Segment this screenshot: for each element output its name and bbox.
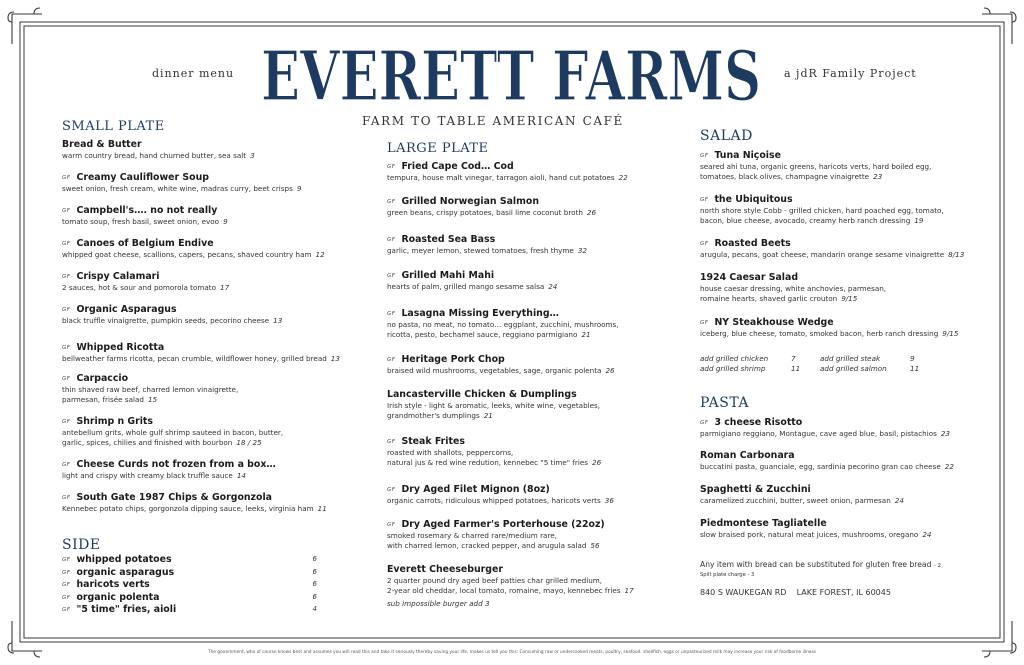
menu-item-name: Piedmontese Tagliatelle bbox=[700, 518, 827, 529]
menu-item-name: Lancasterville Chicken & Dumplings bbox=[387, 389, 577, 400]
menu-item-description-text: warm country bread, hand churned butter, sea salt bbox=[62, 151, 247, 160]
menu-item bbox=[700, 272, 970, 304]
menu-item bbox=[387, 161, 657, 183]
side-item-name: haricots verts bbox=[76, 579, 150, 590]
menu-item-description bbox=[387, 246, 657, 256]
menu-item-title bbox=[387, 389, 657, 401]
menu-item-price: 9/15 bbox=[942, 329, 959, 338]
side-item-price: 6 bbox=[312, 567, 317, 576]
gluten-free-marker: GF bbox=[387, 199, 396, 205]
menu-item-description bbox=[62, 217, 332, 227]
menu-item-description-text: smoked rosemary & charred rare/medium rare, bbox=[387, 531, 557, 540]
menu-item-title bbox=[700, 194, 970, 206]
menu-item-description bbox=[700, 206, 970, 216]
menu-item-description bbox=[387, 576, 657, 586]
gluten-free-note bbox=[700, 560, 941, 569]
menu-item bbox=[387, 354, 657, 376]
menu-item-description-text: natural jus & red wine redution, kennebec "5 time" fries bbox=[387, 458, 589, 467]
side-item-title bbox=[62, 567, 174, 579]
family-project-label: a jdR Family Project bbox=[784, 67, 917, 80]
menu-item-title bbox=[387, 484, 657, 496]
gluten-free-marker: GF bbox=[387, 522, 396, 528]
menu-item-price: 22 bbox=[618, 173, 628, 182]
menu-item-description bbox=[700, 496, 970, 506]
menu-item-description-text: garlic, meyer lemon, stewed tomatoes, fresh thyme bbox=[387, 246, 574, 255]
menu-item-description-text: sweet onion, fresh cream, white wine, madras curry, beet crisps bbox=[62, 184, 293, 193]
menu-item-price: 15 bbox=[147, 395, 158, 404]
gluten-free-marker: GF bbox=[387, 439, 396, 445]
menu-item-description-text: tomatoes, black olives, champagne vinaigrette bbox=[700, 172, 870, 181]
gluten-free-marker: GF bbox=[387, 273, 396, 279]
menu-item-name: Grilled Mahi Mahi bbox=[401, 270, 495, 281]
side-item-title bbox=[62, 579, 150, 591]
menu-item-description bbox=[387, 320, 657, 330]
menu-item-name: Shrimp n Grits bbox=[76, 416, 153, 427]
menu-item-price: 23 bbox=[940, 429, 951, 438]
menu-item bbox=[700, 238, 970, 260]
menu-item-description-text: tempura, house malt vinegar, tarragon aioli, hand cut potatoes bbox=[387, 173, 615, 182]
menu-item-description bbox=[62, 184, 332, 194]
menu-item-title bbox=[700, 272, 970, 284]
split-plate-charge: Split plate charge - 3 bbox=[700, 572, 755, 578]
menu-item-title bbox=[700, 450, 970, 462]
menu-item-name: 1924 Caesar Salad bbox=[700, 272, 799, 283]
side-item-name: "5 time" fries, aioli bbox=[76, 604, 177, 615]
menu-item-title bbox=[62, 304, 332, 316]
gluten-free-marker: GF bbox=[700, 241, 709, 247]
gluten-free-marker: GF bbox=[62, 462, 71, 468]
gluten-free-marker: GF bbox=[62, 557, 71, 563]
menu-item-description bbox=[700, 329, 970, 339]
menu-item-price: 11 bbox=[317, 504, 327, 513]
menu-item-price: 21 bbox=[581, 330, 591, 339]
menu-item-description-text: parmesan, frisée salad bbox=[62, 395, 144, 404]
gluten-free-marker: GF bbox=[62, 419, 71, 425]
menu-item-price: 24 bbox=[548, 282, 558, 291]
menu-item-description-text: no pasta, no meat, no tomato… eggplant, zucchini, mushrooms, bbox=[387, 320, 619, 329]
menu-item-name: Roasted Sea Bass bbox=[401, 234, 496, 245]
gluten-free-marker: GF bbox=[700, 320, 709, 326]
menu-item bbox=[387, 484, 657, 506]
gluten-free-marker: GF bbox=[62, 607, 71, 613]
addon-price: 7 bbox=[791, 354, 796, 363]
gluten-free-marker: GF bbox=[387, 487, 396, 493]
menu-item-description bbox=[62, 438, 332, 448]
menu-item-description-text: parmigiano reggiano, Montague, cave aged blue, basil, pistachios bbox=[700, 429, 937, 438]
menu-item-description bbox=[387, 208, 657, 218]
menu-item-description bbox=[387, 458, 657, 468]
menu-item bbox=[700, 194, 970, 226]
addon-label: add grilled steak bbox=[820, 354, 881, 363]
menu-item-title bbox=[387, 270, 657, 282]
menu-item-title bbox=[387, 196, 657, 208]
side-item-name: whipped potatoes bbox=[76, 554, 172, 565]
menu-item-price: 8/13 bbox=[948, 250, 965, 259]
menu-item-description bbox=[387, 173, 657, 183]
dinner-menu-label: dinner menu bbox=[152, 67, 235, 80]
menu-item bbox=[62, 139, 332, 161]
menu-item-price: 24 bbox=[922, 530, 932, 539]
menu-item-description-text: tomato soup, fresh basil, sweet onion, evoo bbox=[62, 217, 220, 226]
menu-item-description bbox=[700, 294, 970, 304]
menu-item-description bbox=[700, 172, 970, 182]
menu-item-title bbox=[62, 373, 332, 385]
health-disclaimer: The government, who of course knows best and assumes you will read this and take it seriously thereby saving your life, makes us tell you this: Consuming raw or undercooked meats, poultry, seafood, shellfish, eggs or unpasteurized milk may increase your risk of foodborne illness bbox=[208, 650, 816, 655]
menu-item-name: Roasted Beets bbox=[714, 238, 791, 249]
menu-item-description bbox=[62, 283, 332, 293]
section-title-large-plate: LARGE PLATE bbox=[387, 141, 489, 156]
gluten-free-marker: GF bbox=[700, 420, 709, 426]
menu-item bbox=[62, 373, 332, 405]
menu-item-name: Canoes of Belgium Endive bbox=[76, 238, 214, 249]
menu-item-title bbox=[62, 416, 332, 428]
menu-item-title bbox=[700, 417, 970, 429]
menu-item-description bbox=[387, 448, 657, 458]
gluten-free-marker: GF bbox=[387, 164, 396, 170]
menu-item bbox=[700, 450, 970, 472]
menu-item-name: Organic Asparagus bbox=[76, 304, 177, 315]
menu-item-title bbox=[387, 564, 657, 576]
menu-item-description-text: roasted with shallots, peppercorns, bbox=[387, 448, 514, 457]
gluten-free-marker: GF bbox=[62, 495, 71, 501]
gluten-free-marker: GF bbox=[62, 376, 71, 382]
menu-item-description-text: Irish style - light & aromatic, leeks, white wine, vegetables, bbox=[387, 401, 601, 410]
menu-item-description bbox=[387, 531, 657, 541]
menu-item-description-text: bellweather farms ricotta, pecan crumble, wildflower honey, grilled bread bbox=[62, 354, 327, 363]
menu-item-title bbox=[62, 492, 332, 504]
menu-item-description-text: whipped goat cheese, scallions, capers, pecans, shaved country ham bbox=[62, 250, 312, 259]
side-item-title bbox=[62, 604, 176, 616]
menu-item-title bbox=[62, 271, 332, 283]
menu-item-description-text: buccatini pasta, guanciale, egg, sardinia pecorino gran cao cheese bbox=[700, 462, 941, 471]
menu-item-description-text: caramelized zucchini, butter, sweet onion, parmesan bbox=[700, 496, 891, 505]
menu-item-description-text: 2 sauces, hot & sour and pomorola tomato bbox=[62, 283, 217, 292]
menu-item-title bbox=[700, 150, 970, 162]
menu-item-description-text: light and crispy with creamy black truffle sauce bbox=[62, 471, 233, 480]
menu-item-name: Campbell's…. no not really bbox=[76, 205, 218, 216]
menu-item bbox=[387, 270, 657, 292]
menu-item-title bbox=[700, 518, 970, 530]
menu-item-name: Heritage Pork Chop bbox=[401, 354, 505, 365]
menu-item-price: 19 bbox=[914, 216, 924, 225]
side-item-price: 6 bbox=[312, 580, 317, 588]
gluten-free-marker: GF bbox=[62, 594, 71, 601]
menu-item-name: Roman Carbonara bbox=[700, 450, 795, 461]
menu-item-description bbox=[387, 586, 657, 596]
menu-item-description-text: hearts of palm, grilled mango sesame salsa bbox=[387, 282, 545, 291]
menu-item-description-text: slow braised pork, natural meat juices, mushrooms, oregano bbox=[700, 530, 919, 539]
menu-item-name: Creamy Cauliflower Soup bbox=[76, 172, 209, 183]
menu-item-description bbox=[62, 316, 332, 326]
menu-item-price: 9 bbox=[223, 217, 228, 226]
menu-item bbox=[387, 308, 657, 340]
side-item bbox=[62, 579, 317, 591]
gluten-free-marker: GF bbox=[387, 237, 396, 243]
menu-item bbox=[62, 492, 332, 514]
menu-item-description-text: grandmother's dumplings bbox=[387, 411, 480, 420]
menu-item-price: 56 bbox=[590, 541, 600, 550]
menu-item-title bbox=[62, 342, 332, 354]
menu-item-description bbox=[387, 366, 657, 376]
side-item bbox=[62, 567, 317, 579]
side-item-price: 4 bbox=[312, 605, 317, 613]
menu-item-description-text: bacon, blue cheese, avocado, creamy herb ranch dressing bbox=[700, 216, 911, 225]
menu-item-description-text: romaine hearts, shaved garlic crouton bbox=[700, 294, 838, 303]
gluten-free-marker: GF bbox=[62, 208, 71, 214]
gluten-free-marker: GF bbox=[700, 153, 709, 159]
menu-item-description-text: antebellum grits, whole gulf shrimp sauteed in bacon, butter, bbox=[62, 428, 284, 437]
menu-item bbox=[700, 417, 970, 439]
gluten-free-marker: GF bbox=[62, 274, 71, 280]
gluten-free-marker: GF bbox=[387, 311, 396, 317]
menu-item-description bbox=[700, 250, 970, 260]
menu-item-description bbox=[62, 504, 332, 514]
menu-item-description bbox=[62, 250, 332, 260]
side-item-title bbox=[62, 592, 159, 604]
menu-item-title bbox=[387, 436, 657, 448]
menu-item-price: 12 bbox=[315, 250, 325, 259]
menu-item-description bbox=[700, 162, 970, 172]
menu-item-description bbox=[387, 496, 657, 506]
menu-item bbox=[62, 342, 340, 364]
menu-item bbox=[700, 317, 970, 339]
menu-item-name: Steak Frites bbox=[401, 436, 465, 447]
menu-item-price: 21 bbox=[483, 411, 493, 420]
menu-item-description bbox=[700, 530, 970, 540]
menu-item bbox=[387, 196, 657, 218]
side-item bbox=[62, 604, 317, 616]
menu-item-description bbox=[62, 151, 332, 161]
side-item-title bbox=[62, 554, 172, 566]
menu-item-description bbox=[700, 429, 970, 439]
side-item-price: 6 bbox=[312, 555, 317, 563]
menu-item bbox=[700, 484, 970, 506]
menu-item-price: 26 bbox=[592, 458, 602, 467]
menu-item-description-text: organic carrots, ridiculous whipped potatoes, haricots verts bbox=[387, 496, 601, 505]
menu-item-name: Lasagna Missing Everything… bbox=[401, 308, 559, 319]
menu-item-title bbox=[700, 238, 970, 250]
menu-item-description bbox=[62, 385, 332, 395]
menu-item-title bbox=[387, 161, 657, 173]
menu-item bbox=[62, 416, 332, 448]
menu-item-description bbox=[62, 395, 332, 405]
menu-item-price: 36 bbox=[604, 496, 614, 505]
menu-item-description-text: north shore style Cobb - grilled chicken, hard poached egg, tomato, bbox=[700, 206, 944, 215]
menu-item-price: 24 bbox=[894, 496, 904, 505]
section-title-salad: SALAD bbox=[700, 128, 753, 144]
menu-item bbox=[387, 234, 657, 256]
menu-item bbox=[387, 564, 657, 596]
menu-item bbox=[62, 459, 332, 481]
menu-item-price: 18 / 25 bbox=[236, 438, 262, 447]
menu-item-name: Dry Aged Filet Mignon (8oz) bbox=[401, 484, 550, 495]
menu-item-price: 9 bbox=[296, 184, 302, 193]
side-item-name: organic polenta bbox=[76, 591, 160, 603]
menu-item-description-text: iceberg, blue cheese, tomato, smoked bacon, herb ranch dressing bbox=[700, 329, 939, 338]
gluten-free-marker: GF bbox=[62, 582, 71, 588]
gluten-free-note-text: Any item with bread can be substituted for gluten free bread bbox=[700, 560, 932, 569]
section-title-small-plate: SMALL PLATE bbox=[62, 119, 165, 134]
menu-item-description-text: ricotta, pesto, bechamel sauce, reggiano parmigiano bbox=[387, 330, 578, 339]
menu-item-description bbox=[387, 282, 657, 292]
side-item bbox=[62, 592, 317, 604]
section-title-pasta: PASTA bbox=[700, 395, 750, 411]
menu-item bbox=[62, 304, 332, 326]
menu-item-title bbox=[62, 205, 332, 217]
menu-item bbox=[62, 205, 332, 227]
menu-item-title bbox=[387, 308, 657, 320]
menu-item-price: 9/15 bbox=[841, 294, 858, 303]
menu-item-title bbox=[387, 234, 657, 246]
menu-item-description bbox=[387, 330, 657, 340]
menu-item-description bbox=[62, 471, 332, 481]
menu-item-name: the Ubiquitous bbox=[714, 194, 793, 205]
menu-item-price: 17 bbox=[220, 283, 230, 292]
side-item-price: 6 bbox=[312, 592, 317, 601]
menu-item-title bbox=[62, 172, 332, 184]
menu-item-name: Crispy Calamari bbox=[76, 271, 160, 282]
menu-item-title bbox=[387, 519, 657, 531]
menu-item-description-text: garlic, spices, chilies and finished with bourbon bbox=[62, 438, 233, 447]
menu-item-title bbox=[387, 354, 657, 366]
menu-item bbox=[62, 172, 332, 194]
menu-item-description-text: arugula, pecans, goat cheese, mandarin orange sesame vinaigrette bbox=[700, 250, 945, 259]
menu-item-name: Grilled Norwegian Salmon bbox=[401, 196, 540, 207]
gluten-free-marker: GF bbox=[62, 175, 71, 181]
menu-item-description-text: thin shaved raw beef, charred lemon vinaigrette, bbox=[62, 385, 239, 394]
menu-item-name: Spaghetti & Zucchini bbox=[700, 484, 811, 495]
menu-item-name: Dry Aged Farmer's Porterhouse (22oz) bbox=[401, 519, 605, 530]
menu-item-description-text: house caesar dressing, white anchovies, parmesan, bbox=[700, 284, 887, 293]
gluten-free-marker: GF bbox=[62, 569, 71, 576]
tagline: FARM TO TABLE AMERICAN CAFÉ bbox=[362, 114, 624, 128]
side-item bbox=[62, 554, 317, 566]
gluten-free-marker: GF bbox=[62, 241, 71, 247]
menu-item-description-text: green beans, crispy potatoes, basil lime coconut broth bbox=[387, 208, 583, 217]
brand-name: EVERETT FARMS bbox=[261, 38, 761, 110]
menu-item-price: 26 bbox=[605, 366, 615, 375]
menu-item bbox=[387, 519, 657, 551]
menu-item-name: Whipped Ricotta bbox=[76, 342, 165, 353]
menu-item-name: Bread & Butter bbox=[62, 139, 142, 150]
menu-item-price: 26 bbox=[586, 208, 597, 217]
menu-item-description bbox=[700, 216, 970, 226]
addon-label: add grilled chicken bbox=[700, 354, 769, 363]
menu-item-description bbox=[387, 541, 657, 551]
menu-item-price: 22 bbox=[944, 462, 954, 471]
menu-item-description-text: black truffle vinaigrette, pumpkin seeds, pecorino cheese bbox=[62, 316, 270, 325]
addon-price: 11 bbox=[791, 364, 801, 373]
menu-item-title bbox=[62, 459, 332, 471]
restaurant-address: 840 S WAUKEGAN RD LAKE FOREST, IL 60045 bbox=[700, 588, 891, 597]
menu-item-title bbox=[62, 139, 332, 151]
menu-item-description bbox=[700, 462, 970, 472]
addon-label: add grilled salmon bbox=[820, 364, 887, 373]
gluten-free-marker: GF bbox=[62, 345, 71, 351]
menu-item-description bbox=[387, 401, 657, 411]
addon-price: 11 bbox=[910, 364, 920, 373]
menu-item bbox=[62, 238, 332, 260]
menu-item-price: 23 bbox=[873, 172, 883, 181]
menu-item-description-text: Kennebec potato chips, gorgonzola dipping sauce, leeks, virginia ham bbox=[62, 504, 314, 513]
menu-item-description-text: 2 quarter pound dry aged beef patties char grilled medium, bbox=[387, 576, 603, 585]
gluten-free-marker: GF bbox=[387, 357, 396, 363]
menu-item-description-text: with charred lemon, cracked pepper, and arugula salad bbox=[387, 541, 587, 550]
menu-item bbox=[700, 518, 970, 540]
menu-item-price: 17 bbox=[624, 586, 634, 595]
menu-item-name: Tuna Niçoise bbox=[714, 150, 781, 161]
menu-item-title bbox=[700, 317, 970, 329]
menu-item-name: Fried Cape Cod… Cod bbox=[401, 161, 514, 172]
menu-item-name: Cheese Curds not frozen from a box… bbox=[76, 459, 276, 470]
gluten-free-note-price: - 2 bbox=[933, 563, 942, 569]
gluten-free-marker: GF bbox=[700, 197, 709, 203]
menu-item-title bbox=[62, 238, 332, 250]
menu-item-name: Everett Cheeseburger bbox=[387, 564, 503, 575]
menu-item-title bbox=[700, 484, 970, 496]
menu-item-price: 13 bbox=[330, 354, 340, 363]
burger-note: sub impossible burger add 3 bbox=[387, 599, 490, 608]
menu-item-description-text: seared ahi tuna, organic greens, haricots verts, hard boiled egg, bbox=[700, 162, 932, 171]
menu-item-description bbox=[700, 284, 970, 294]
menu-item-price: 14 bbox=[236, 471, 246, 480]
menu-item-price: 32 bbox=[577, 246, 587, 255]
section-title-side: SIDE bbox=[62, 537, 101, 553]
menu-item bbox=[387, 436, 657, 468]
menu-item bbox=[700, 150, 970, 182]
gluten-free-marker: GF bbox=[62, 307, 71, 313]
menu-item-price: 3 bbox=[250, 151, 255, 160]
menu-item bbox=[62, 271, 332, 293]
menu-item-name: South Gate 1987 Chips & Gorgonzola bbox=[76, 492, 272, 503]
addon-price: 9 bbox=[910, 354, 915, 363]
menu-item-description bbox=[387, 411, 657, 421]
menu-item-description bbox=[62, 354, 340, 364]
menu-item bbox=[387, 389, 657, 421]
side-item-name: organic asparagus bbox=[76, 566, 175, 578]
addon-label: add grilled shrimp bbox=[700, 364, 766, 373]
menu-item-price: 13 bbox=[273, 316, 283, 325]
menu-item-description-text: braised wild mushrooms, vegetables, sage, organic polenta bbox=[387, 366, 602, 375]
menu-item-description-text: 2-year old cheddar, local tomato, romaine, mayo, kennebec fries bbox=[387, 586, 621, 595]
menu-item-name: Carpaccio bbox=[76, 373, 129, 384]
menu-item-description bbox=[62, 428, 332, 438]
brand-logo bbox=[256, 38, 766, 110]
menu-item-name: 3 cheese Risotto bbox=[714, 417, 803, 428]
menu-item-name: NY Steakhouse Wedge bbox=[714, 317, 834, 328]
